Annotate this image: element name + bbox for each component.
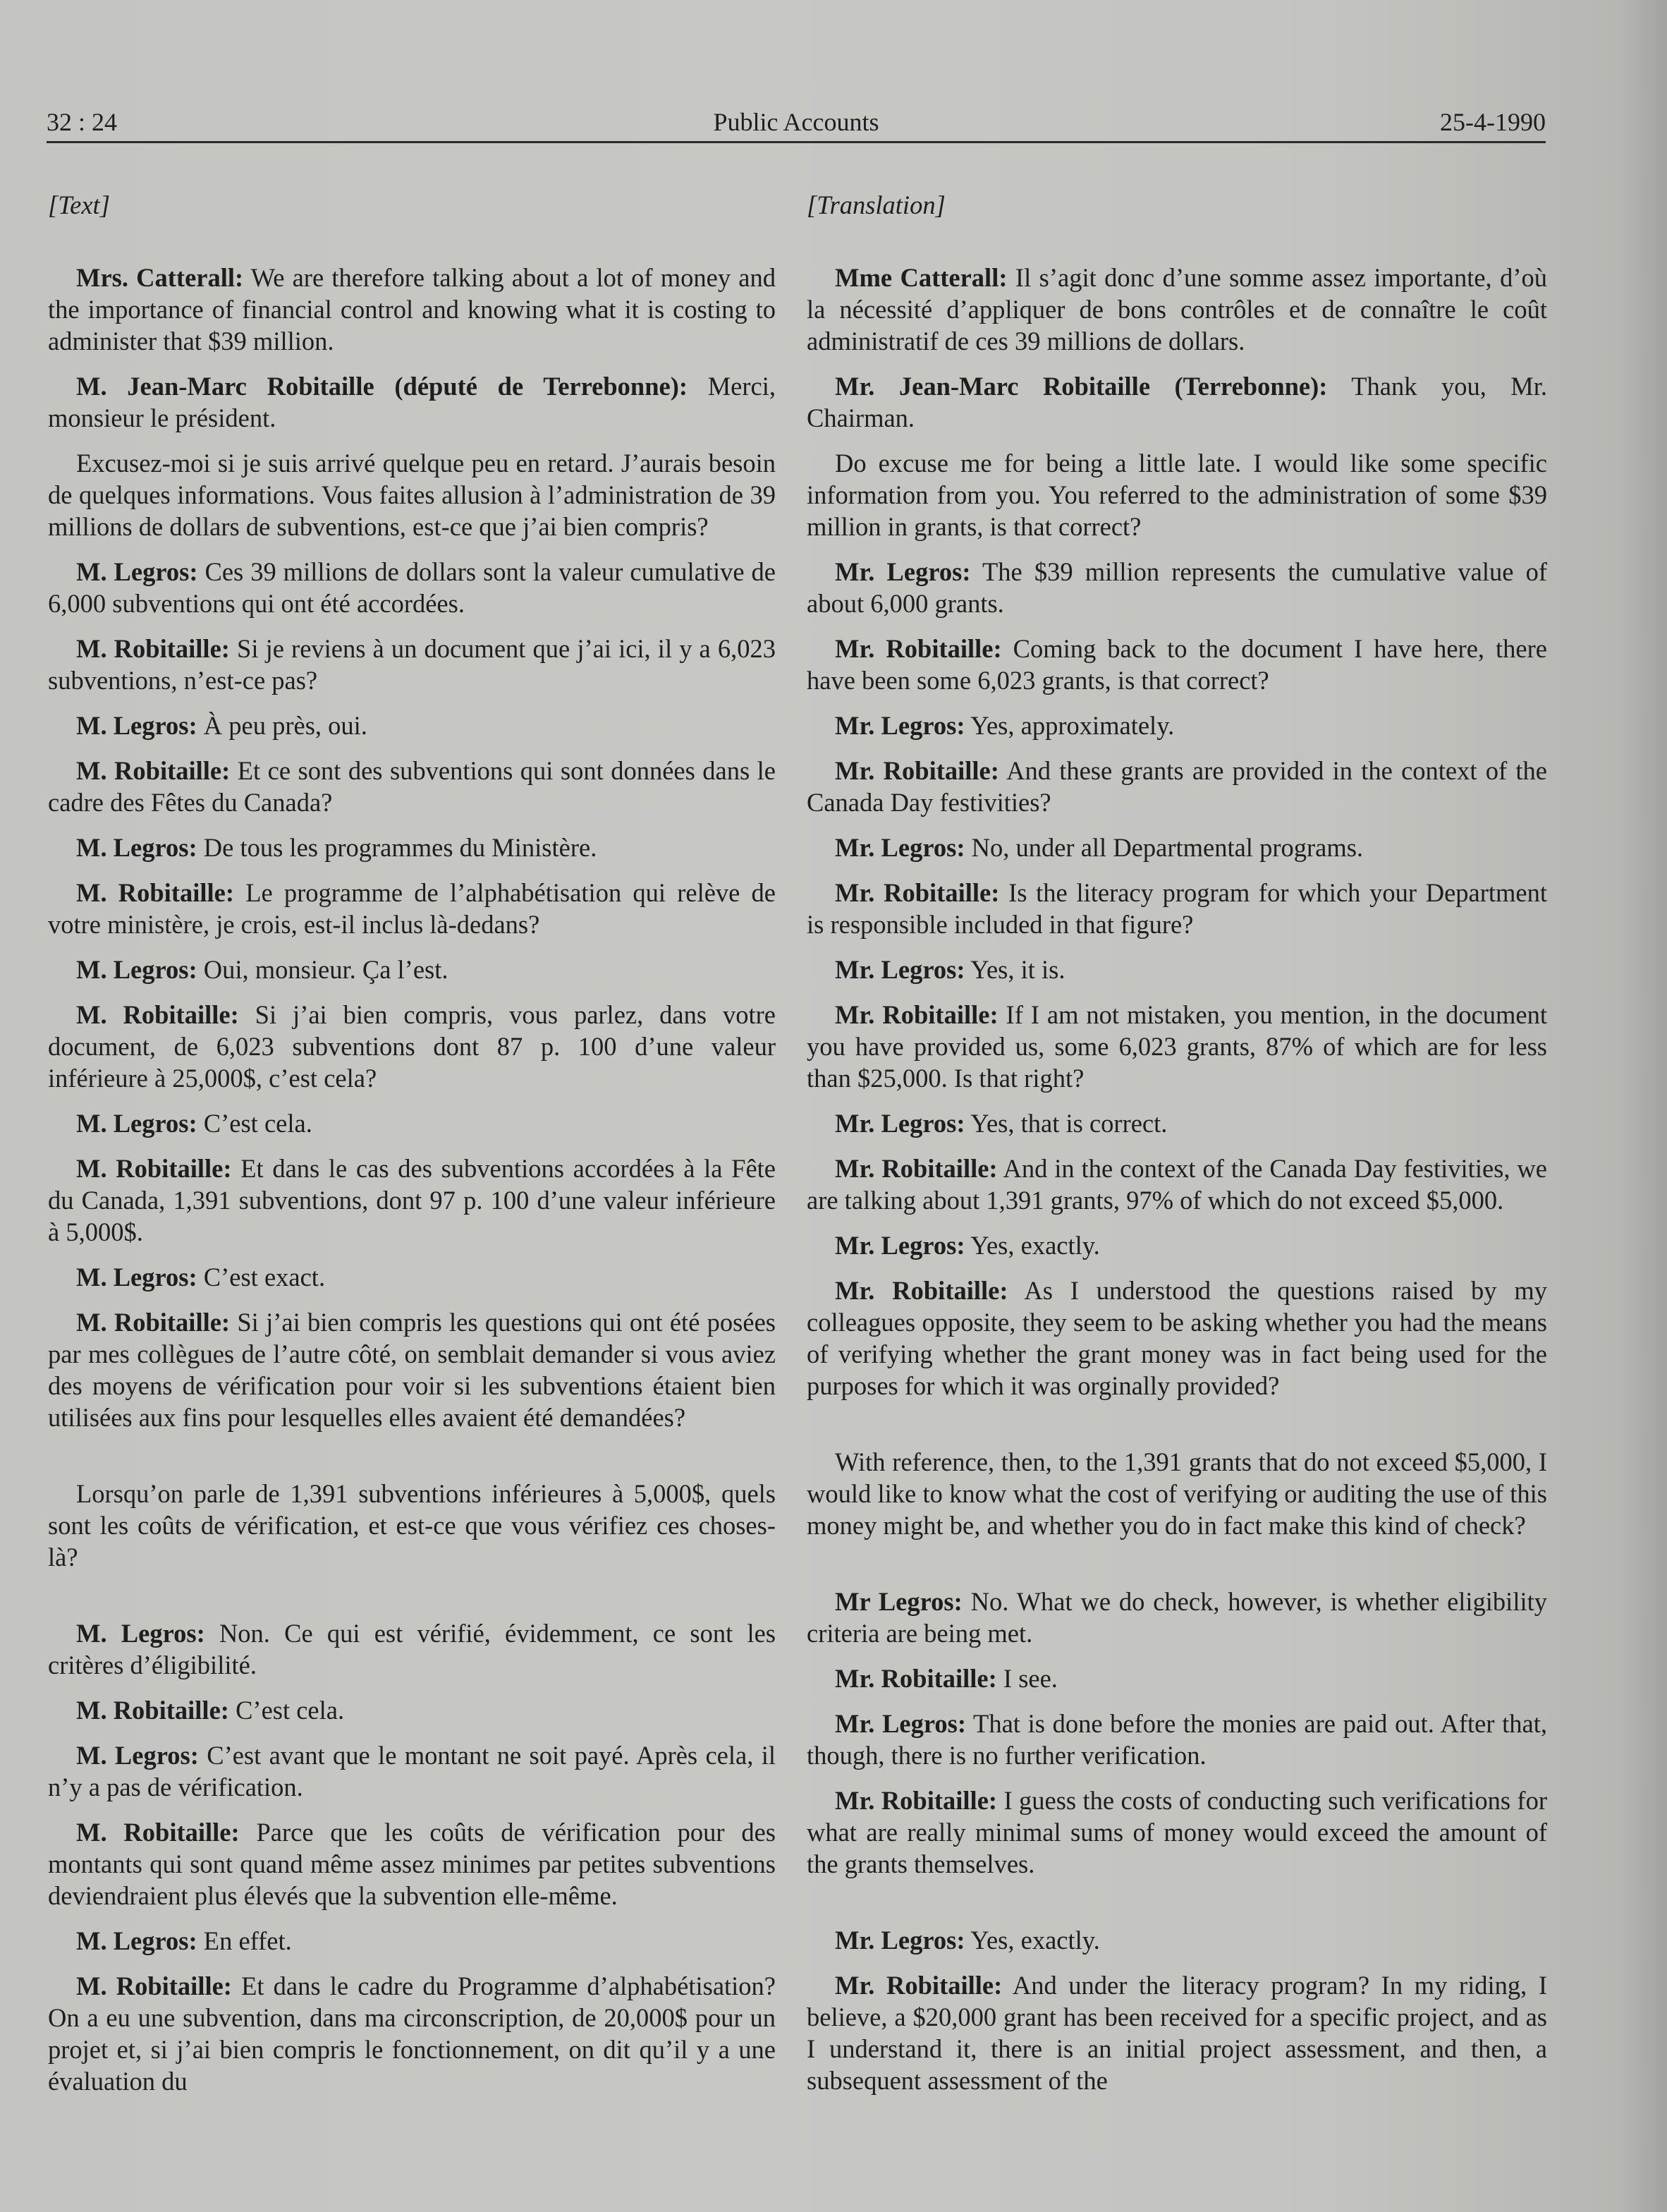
speech-text: If I am not mistaken, you mention, in the document you have provided us, some 6,023 grants, 87% of which are for less than $25,000. Is that right?	[807, 1000, 1547, 1093]
transcript-paragraph	[807, 1969, 1547, 2096]
transcript-paragraph	[807, 832, 1547, 863]
speaker-name: Mr. Robitaille:	[835, 756, 999, 785]
speaker-name: Mr Legros:	[835, 1587, 963, 1616]
speech-text: Yes, exactly.	[965, 1231, 1100, 1260]
transcript-paragraph	[807, 1663, 1547, 1694]
speaker-name: M. Legros:	[76, 1926, 197, 1955]
running-header	[47, 107, 1546, 140]
speaker-name: Mr. Legros:	[835, 557, 971, 586]
speaker-name: M. Robitaille:	[76, 1696, 229, 1725]
speech-text: With reference, then, to the 1,391 grants that do not exceed $5,000, I would like to know what the cost of verifying or auditing the use of this money might be, and whether you do in fact make this kind of check?	[807, 1447, 1547, 1540]
transcript-paragraph	[48, 877, 776, 940]
transcript-paragraph	[48, 1694, 776, 1726]
speaker-name: Mr. Robitaille:	[835, 634, 1002, 663]
speaker-name: Mrs. Catterall:	[76, 263, 244, 292]
page-edge-shadow	[1618, 0, 1667, 2212]
speaker-name: Mr. Robitaille:	[835, 1000, 999, 1029]
transcript-paragraph	[807, 262, 1547, 357]
speech-text: C’est exact.	[197, 1263, 326, 1292]
speaker-name: M. Robitaille:	[76, 634, 230, 663]
speaker-name: M. Legros:	[76, 711, 197, 740]
speaker-name: Mr. Legros:	[835, 1926, 965, 1955]
speaker-name: M. Robitaille:	[76, 878, 234, 907]
transcript-paragraph	[48, 447, 776, 542]
speaker-name: Mme Catterall:	[835, 263, 1008, 292]
header-date: 25-4-1990	[1440, 108, 1546, 136]
transcript-paragraph	[48, 633, 776, 696]
transcript-paragraph	[48, 1617, 776, 1681]
column-tag: [Translation]	[807, 190, 946, 219]
transcript-paragraph	[48, 954, 776, 985]
speech-text: Et dans le cadre du Programme d’alphabétisation? On a eu une subvention, dans ma circonscription, de 20,000$ pour un projet et, si j’ai bien compris le fonctionnement, on dit qu’il y a une évaluation du	[48, 1971, 776, 2096]
transcript-paragraph	[48, 710, 776, 741]
speaker-name: Mr. Legros:	[835, 955, 965, 984]
speech-text: Ces 39 millions de dollars sont la valeur cumulative de 6,000 subventions qui ont été accordées.	[48, 557, 776, 618]
transcript-paragraph	[48, 832, 776, 863]
speech-text: C’est cela.	[228, 1696, 345, 1725]
speaker-name: M. Robitaille:	[76, 1308, 231, 1337]
speech-text: That is done before the monies are paid out. After that, though, there is no further verification.	[807, 1709, 1547, 1770]
column-tag: [Text]	[48, 190, 110, 219]
speech-text: Si j’ai bien compris, vous parlez, dans votre document, de 6,023 subventions dont 87 p. 100 d’une valeur inférieure à 25,000$, c’est cela?	[48, 1000, 776, 1093]
paragraph-spacer	[807, 1555, 1547, 1586]
speech-text: And in the context of the Canada Day festivities, we are talking about 1,391 grants, 97% of which do not exceed $5,000.	[807, 1154, 1547, 1215]
speech-text: En effet.	[197, 1926, 292, 1955]
speech-text: Is the literacy program for which your Department is responsible included in that figure?	[807, 878, 1547, 939]
transcript-paragraph	[48, 1970, 776, 2097]
speech-text: And under the literacy program? In my riding, I believe, a $20,000 grant has been received for a specific project, and as I understand it, there is an initial project assessment, and then, a subsequent assessment of the	[807, 1971, 1547, 2095]
speaker-name: M. Legros:	[76, 557, 198, 586]
paragraph-spacer	[807, 1415, 1547, 1446]
speaker-name: M. Legros:	[76, 833, 197, 862]
transcript-paragraph	[48, 755, 776, 818]
speech-text: C’est cela.	[197, 1109, 312, 1138]
speaker-name: Mr. Jean-Marc Robitaille (Terrebonne):	[835, 372, 1328, 401]
transcript-paragraph	[807, 1275, 1547, 1402]
transcript-paragraph	[48, 1478, 776, 1573]
speech-text: And these grants are provided in the context of the Canada Day festivities?	[807, 756, 1547, 817]
header-rule	[47, 141, 1546, 143]
speech-text: Non. Ce qui est vérifié, évidemment, ce sont les critères d’éligibilité.	[48, 1619, 776, 1679]
transcript-paragraph	[48, 999, 776, 1094]
transcript-paragraph	[48, 556, 776, 619]
speech-text: Le programme de l’alphabétisation qui relève de votre ministère, je crois, est-il inclus là-dedans?	[48, 878, 776, 939]
speech-text: We are therefore talking about a lot of money and the importance of financial control and knowing what it is costing to administer that $39 million.	[48, 263, 776, 356]
transcript-paragraph	[48, 370, 776, 434]
transcript-paragraph	[807, 1446, 1547, 1541]
transcript-paragraph	[807, 1924, 1547, 1956]
speech-text: Lorsqu’on parle de 1,391 subventions inférieures à 5,000$, quels sont les coûts de vérification, et est-ce que vous vérifiez ces choses-là?	[48, 1479, 776, 1572]
speech-text: Excusez-moi si je suis arrivé quelque peu en retard. J’aurais besoin de quelques informations. Vous faites allusion à l’administration de 39 millions de dollars de subventions, est-ce que j’ai bien compris?	[48, 449, 776, 541]
speech-text: Il s’agit donc d’une somme assez importante, d’où la nécessité d’appliquer de bons contrôles et de connaître le coût administratif de ces 39 millions de dollars.	[807, 263, 1547, 356]
speaker-name: Mr. Robitaille:	[835, 1276, 1008, 1305]
speaker-name: M. Legros:	[76, 955, 197, 984]
speaker-name: Mr. Legros:	[835, 711, 965, 740]
transcript-paragraph	[807, 633, 1547, 696]
transcript-paragraph	[807, 370, 1547, 434]
speaker-name: Mr. Legros:	[835, 1231, 965, 1260]
left-column-french	[48, 189, 776, 2110]
transcript-paragraph	[807, 954, 1547, 985]
speaker-name: Mr. Robitaille:	[835, 1664, 997, 1693]
speech-text: De tous les programmes du Ministère.	[197, 833, 597, 862]
speech-text: Yes, that is correct.	[965, 1109, 1168, 1138]
page-number: 32 : 24	[47, 108, 118, 136]
transcript-paragraph	[807, 877, 1547, 940]
speech-text: Si j’ai bien compris les questions qui ont été posées par mes collègues de l’autre côté, on semblait demander si vous aviez des moyens de vérification pour voir si les subventions étaient bien utilisées aux fins pour lesquelles elles avaient été demandées?	[48, 1308, 776, 1432]
speaker-name: M. Robitaille:	[76, 756, 231, 785]
speech-text: I guess the costs of conducting such verifications for what are really minimal sums of money would exceed the amount of the grants themselves.	[807, 1786, 1547, 1878]
transcript-paragraph	[807, 1153, 1547, 1216]
speech-text: Oui, monsieur. Ça l’est.	[197, 955, 448, 984]
transcript-paragraph	[807, 1586, 1547, 1649]
speech-text: À peu près, oui.	[197, 711, 367, 740]
speech-text: Yes, approximately.	[965, 711, 1175, 740]
transcript-paragraph	[48, 1306, 776, 1433]
transcript-paragraph	[48, 1816, 776, 1912]
speaker-name: M. Legros:	[76, 1263, 197, 1292]
paragraph-spacer	[807, 1893, 1547, 1924]
transcript-paragraph	[807, 999, 1547, 1094]
transcript-paragraph	[807, 755, 1547, 818]
paragraph-spacer	[48, 1447, 776, 1478]
transcript-paragraph	[807, 1107, 1547, 1139]
transcript-paragraph	[807, 1708, 1547, 1771]
transcript-paragraph	[807, 710, 1547, 741]
speech-text: Do excuse me for being a little late. I would like some specific information from you. You referred to the administration of some $39 million in grants, is that correct?	[807, 449, 1547, 541]
speaker-name: M. Jean-Marc Robitaille (député de Terrebonne):	[76, 372, 688, 401]
transcript-paragraph	[48, 1107, 776, 1139]
speech-text: Yes, it is.	[965, 955, 1065, 984]
speaker-name: M. Robitaille:	[76, 1818, 240, 1847]
speaker-name: M. Robitaille:	[76, 1971, 232, 2000]
transcript-paragraph	[48, 1153, 776, 1248]
speech-text: No, under all Departmental programs.	[965, 833, 1364, 862]
speaker-name: Mr. Legros:	[835, 833, 965, 862]
transcript-paragraph	[807, 447, 1547, 542]
speech-text: Coming back to the document I have here, there have been some 6,023 grants, is that correct?	[807, 634, 1547, 695]
speech-text: Yes, exactly.	[965, 1926, 1100, 1955]
transcript-paragraph	[807, 556, 1547, 619]
speaker-name: Mr. Robitaille:	[835, 1154, 998, 1183]
speech-text: Thank you, Mr. Chairman.	[807, 372, 1547, 432]
speaker-name: M. Robitaille:	[76, 1000, 239, 1029]
speaker-name: M. Legros:	[76, 1741, 199, 1770]
transcript-paragraph	[48, 1739, 776, 1803]
speech-text: As I understood the questions raised by my colleagues opposite, they seem to be asking whether you had the means of verifying whether the grant money was in fact being used for the purposes for which it was orginally provided?	[807, 1276, 1547, 1400]
speaker-name: Mr. Robitaille:	[835, 1786, 998, 1815]
right-column-english	[807, 189, 1547, 2110]
transcript-paragraph	[48, 1261, 776, 1293]
running-title: Public Accounts	[713, 108, 879, 136]
speech-text: Et ce sont des subventions qui sont données dans le cadre des Fêtes du Canada?	[48, 756, 776, 817]
speaker-name: Mr. Legros:	[835, 1709, 967, 1738]
speech-text: No. What we do check, however, is whether eligibility criteria are being met.	[807, 1587, 1548, 1648]
transcript-paragraph	[48, 1925, 776, 1957]
transcript-paragraph	[807, 1229, 1547, 1261]
speech-text: The $39 million represents the cumulative value of about 6,000 grants.	[807, 557, 1547, 618]
speaker-name: Mr. Robitaille:	[835, 1971, 1003, 2000]
speech-text: Si je reviens à un document que j’ai ici, il y a 6,023 subventions, n’est-ce pas?	[48, 634, 776, 695]
speech-text: I see.	[996, 1664, 1058, 1693]
speaker-name: Mr. Robitaille:	[835, 878, 1000, 907]
speaker-name: Mr. Legros:	[835, 1109, 965, 1138]
transcript-paragraph	[807, 1785, 1547, 1880]
paragraph-spacer	[48, 1586, 776, 1617]
speech-text: Parce que les coûts de vérification pour des montants qui sont quand même assez minimes par petites subventions deviendraient plus élevés que la subvention elle-même.	[48, 1818, 776, 1910]
speaker-name: M. Legros:	[76, 1109, 197, 1138]
speaker-name: M. Legros:	[76, 1619, 205, 1648]
speech-text: Et dans le cas des subventions accordées à la Fête du Canada, 1,391 subventions, dont 97 p. 100 d’une valeur inférieure à 5,000$.	[48, 1154, 776, 1246]
speech-text: Merci, monsieur le président.	[48, 372, 776, 432]
transcript-paragraph	[48, 262, 776, 357]
speech-text: C’est avant que le montant ne soit payé. Après cela, il n’y a pas de vérification.	[48, 1741, 776, 1801]
speaker-name: M. Robitaille:	[76, 1154, 232, 1183]
